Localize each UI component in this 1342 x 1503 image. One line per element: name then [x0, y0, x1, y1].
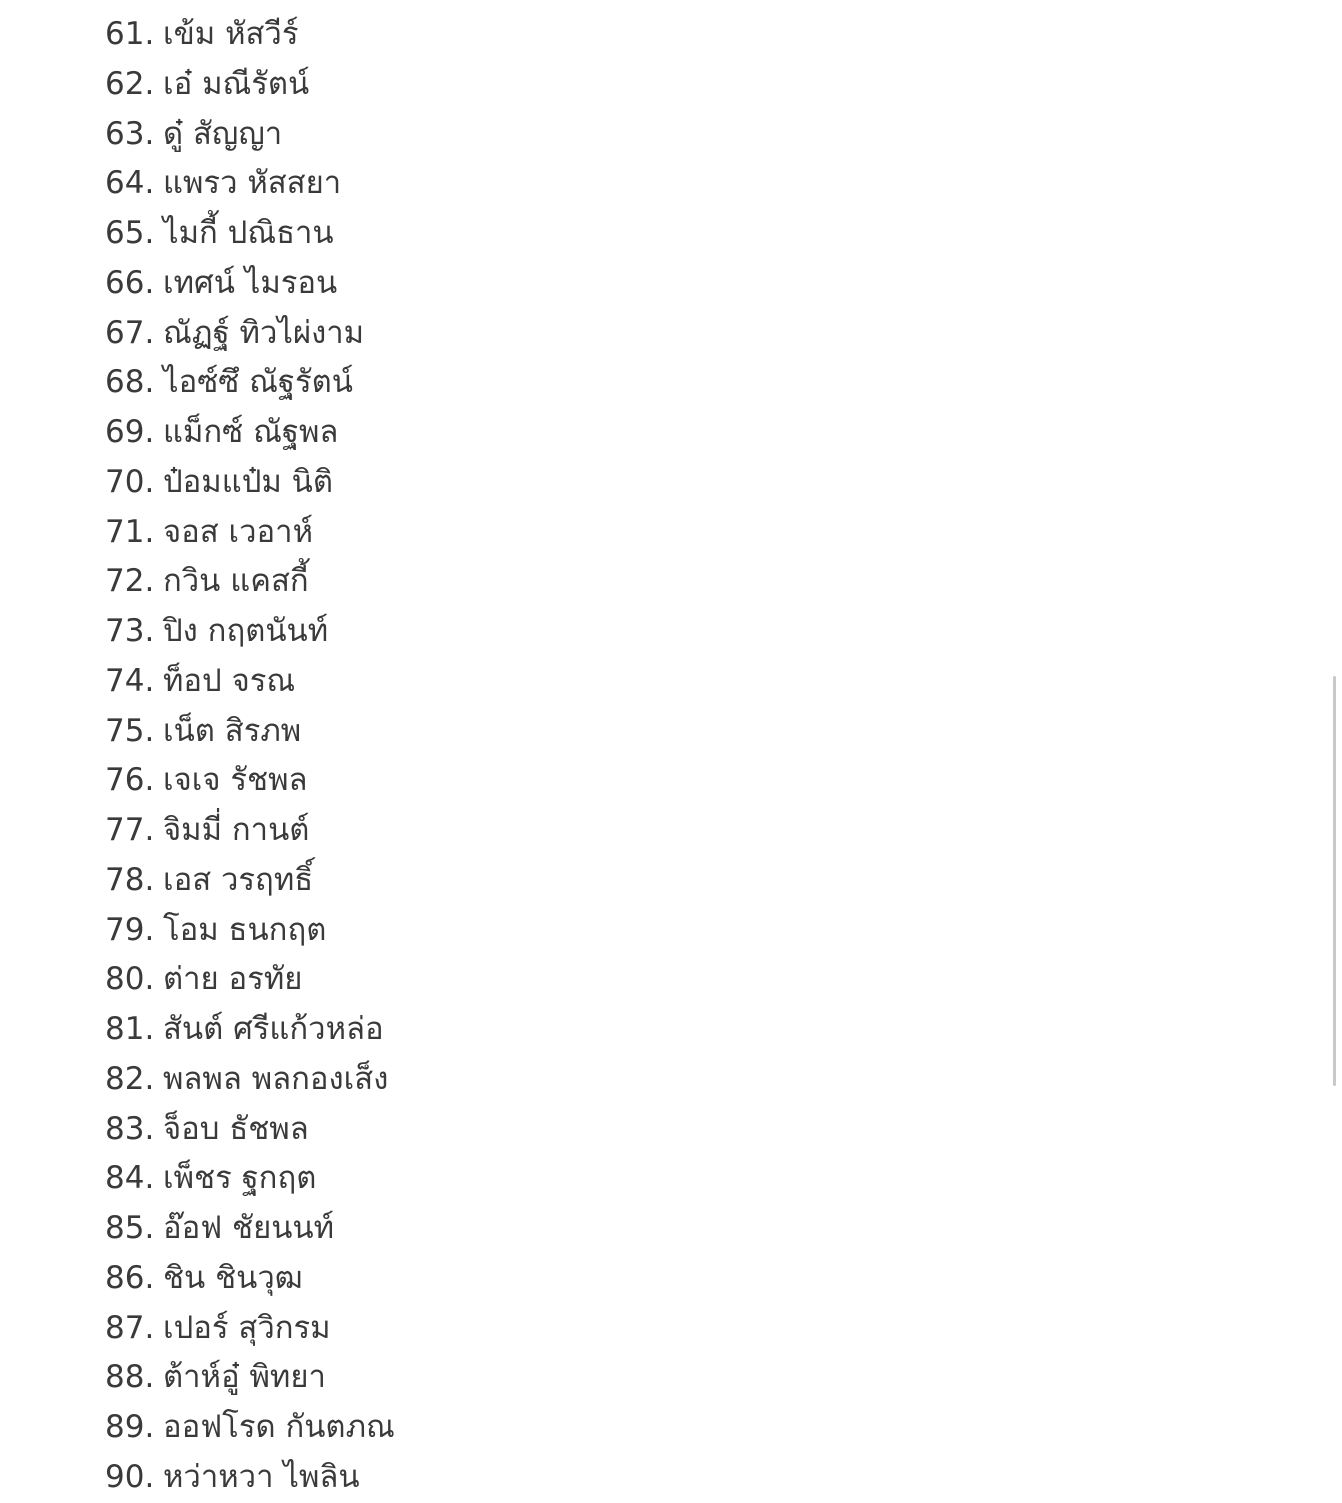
- item-number: 90.: [105, 1458, 155, 1495]
- item-number: 85.: [105, 1210, 155, 1246]
- item-name: ออฟโรด กันตภณ: [163, 1409, 395, 1445]
- item-name: ไอซ์ซึ ณัฐรัตน์: [163, 364, 353, 401]
- item-number: 75.: [105, 712, 155, 749]
- item-name: จ็อบ ธัชพล: [163, 1110, 309, 1147]
- item-number: 84.: [105, 1160, 155, 1197]
- item-name: หว่าหวา ไพลิน: [163, 1458, 360, 1495]
- item-name: สันต์ ศรีแก้วหล่อ: [163, 1011, 384, 1047]
- item-name: พลพล พลกองเส็ง: [163, 1060, 389, 1097]
- item-name: เอส วรฤทธิ์: [163, 861, 314, 898]
- item-number: 62.: [105, 65, 155, 102]
- item-number: 86.: [105, 1259, 155, 1296]
- item-number: 79.: [105, 911, 155, 948]
- item-number: 78.: [105, 861, 155, 898]
- item-name: ท็อป จรณ: [163, 662, 296, 699]
- item-number: 65.: [105, 215, 155, 251]
- item-name: เพ็ชร ฐกฤต: [163, 1160, 317, 1197]
- item-name: เทศน์ ไมรอน: [163, 264, 338, 301]
- item-number: 83.: [105, 1110, 155, 1147]
- item-number: 71.: [105, 513, 155, 550]
- item-number: 72.: [105, 563, 155, 600]
- item-name: แพรว หัสสยา: [163, 165, 342, 202]
- item-number: 77.: [105, 812, 155, 848]
- item-number: 76.: [105, 762, 155, 799]
- item-name: เอ๋ มณีรัตน์: [163, 65, 310, 102]
- item-name: ณัฏฐ์ ทิวไผ่งาม: [163, 314, 365, 351]
- item-number: 66.: [105, 264, 155, 301]
- item-number: 70.: [105, 463, 155, 500]
- vertical-scrollbar[interactable]: [1333, 676, 1336, 1086]
- item-number: 74.: [105, 662, 155, 699]
- item-number: 69.: [105, 414, 155, 450]
- item-number: 68.: [105, 364, 155, 401]
- item-name: ปิง กฤตนันท์: [163, 613, 329, 649]
- item-name: อ๊อฟ ชัยนนท์: [163, 1210, 335, 1246]
- item-number: 64.: [105, 165, 155, 202]
- item-number: 82.: [105, 1060, 155, 1097]
- item-name: จิมมี่ กานต์: [163, 812, 310, 848]
- item-number: 89.: [105, 1409, 155, 1445]
- item-number: 88.: [105, 1359, 155, 1396]
- item-number: 61.: [105, 16, 155, 52]
- item-name: ดู๋ สัญญา: [163, 115, 283, 152]
- item-name: ต่าย อรทัย: [163, 961, 303, 998]
- item-name: จอส เวอาห์: [163, 513, 314, 550]
- item-number: 73.: [105, 613, 155, 649]
- item-name: โอม ธนกฤต: [163, 911, 327, 948]
- item-name: ไมกี้ ปณิธาน: [163, 215, 334, 251]
- item-name: ชิน ชินวุฒ: [163, 1259, 303, 1296]
- item-name: เข้ม หัสวีร์: [163, 16, 299, 52]
- item-number: 81.: [105, 1011, 155, 1047]
- item-name: เจเจ รัชพล: [163, 762, 308, 799]
- item-number: 63.: [105, 115, 155, 152]
- item-name: แม็กซ์ ณัฐพล: [163, 414, 339, 450]
- item-number: 87.: [105, 1309, 155, 1346]
- item-name: ป๋อมแป๋ม นิติ: [163, 463, 334, 500]
- item-name: ต้าห์อู๋ พิทยา: [163, 1359, 326, 1396]
- item-name: เน็ต สิรภพ: [163, 712, 302, 749]
- item-name: เปอร์ สุวิกรม: [163, 1309, 331, 1346]
- item-number: 67.: [105, 314, 155, 351]
- item-number: 80.: [105, 961, 155, 998]
- item-name: กวิน แคสกี้: [163, 563, 309, 600]
